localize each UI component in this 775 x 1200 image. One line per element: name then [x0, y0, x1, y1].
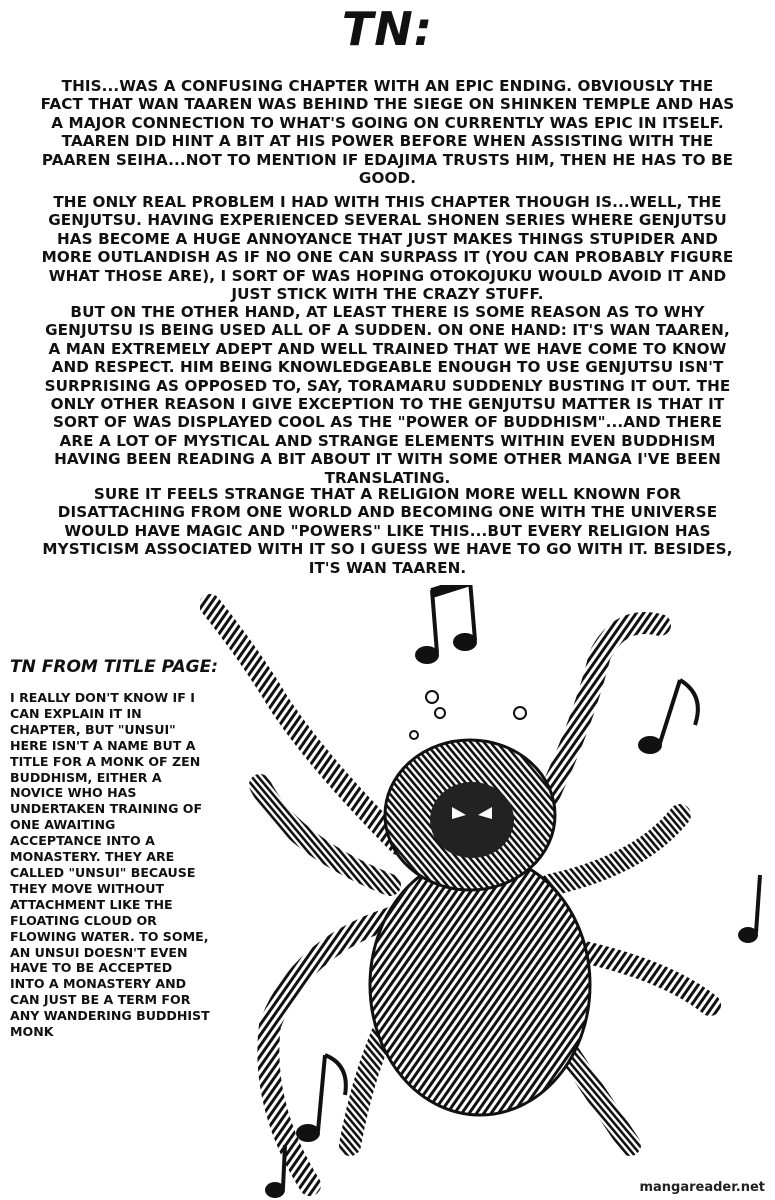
paragraph-4: SURE IT FEELS STRANGE THAT A RELIGION MORE WELL KNOWN FOR DISATTACHING FROM ONE WORLD AND BECOMING ONE WITH THE UNIVERSE WOULD HAVE MAGIC AND "POWERS" LIKE THIS...BUT EVERY RELIGION HAS MYSTICISM ASSOCIATED WITH IT SO I GUESS WE HAVE TO GO WITH IT. BESIDES, IT'S WAN TAAREN.: [42, 485, 733, 577]
sidebar-heading: TN FROM TITLE PAGE:: [10, 657, 219, 677]
paragraph-2: THE ONLY REAL PROBLEM I HAD WITH THIS CHAPTER THOUGH IS...WELL, THE GENJUTSU. HAVING EXPERIENCED SEVERAL SHONEN SERIES WHERE GENJUTSU HAS BECOME A HUGE ANNOYANCE THAT JUST MAKES THINGS STUPIDER AND MORE OUTLANDISH AS IF NO ONE CAN SURPASS IT (YOU CAN PROBABLY FIGURE WHAT THOSE ARE), I SORT OF WAS HOPING OTOKOJUKU WOULD AVOID IT AND JUST STICK WITH THE CRAZY STUFF.: [41, 193, 734, 304]
paragraph-1: THIS...WAS A CONFUSING CHAPTER WITH AN EPIC ENDING. OBVIOUSLY THE FACT THAT WAN TAAREN WAS BEHIND THE SIEGE ON SHINKEN TEMPLE AND HAS A MAJOR CONNECTION TO WHAT'S GOING ON CURRENTLY WAS EPIC IN ITSELF. TAAREN DID HINT A BIT AT HIS POWER BEFORE WHEN ASSISTING WITH THE PAAREN SEIHA...NOT TO MENTION IF EDAJIMA TRUSTS HIM, THEN HE HAS TO BE GOOD.: [40, 77, 735, 188]
dancing-spider-icon: [200, 585, 775, 1200]
sidebar-body: I REALLY DON'T KNOW IF I CAN EXPLAIN IT IN CHAPTER, BUT "UNSUI" HERE ISN'T A NAME BUT A TITLE FOR A MONK OF ZEN BUDDHISM, EITHER A NOVICE WHO HAS UNDERTAKEN TRAINING OF ONE AWAITING ACCEPTANCE INTO A MONASTERY. THEY ARE CALLED "UNSUI" BECAUSE THEY MOVE WITHOUT ATTACHMENT LIKE THE FLOATING CLOUD OR FLOWING WATER. TO SOME, AN UNSUI DOESN'T EVEN HAVE TO BE ACCEPTED INTO A MONASTERY AND CAN JUST BE A TERM FOR ANY WANDERING BUDDHIST MONK: [10, 690, 210, 1040]
page-title: TN:: [341, 2, 434, 56]
paragraph-3: BUT ON THE OTHER HAND, AT LEAST THERE IS SOME REASON AS TO WHY GENJUTSU IS BEING USED ALL OF A SUDDEN. ON ONE HAND: IT'S WAN TAAREN, A MAN EXTREMELY ADEPT AND WELL TRAINED THAT WE HAVE COME TO KNOW AND RESPECT. HIM BEING KNOWLEDGEABLE ENOUGH TO USE GENJUTSU ISN'T SURPRISING AS OPPOSED TO, SAY, TORAMARU SUDDENLY BUSTING IT OUT. THE ONLY OTHER REASON I GIVE EXCEPTION TO THE GENJUTSU MATTER IS THAT IT SORT OF WAS DISPLAYED COOL AS THE "POWER OF BUDDHISM"...AND THERE ARE A LOT OF MYSTICAL AND STRANGE ELEMENTS WITHIN EVEN BUDDHISM HAVING BEEN READING A BIT ABOUT IT WITH SOME OTHER MANGA I'VE BEEN TRANSLATING.: [44, 303, 731, 487]
watermark: mangareader.net: [635, 1179, 769, 1196]
